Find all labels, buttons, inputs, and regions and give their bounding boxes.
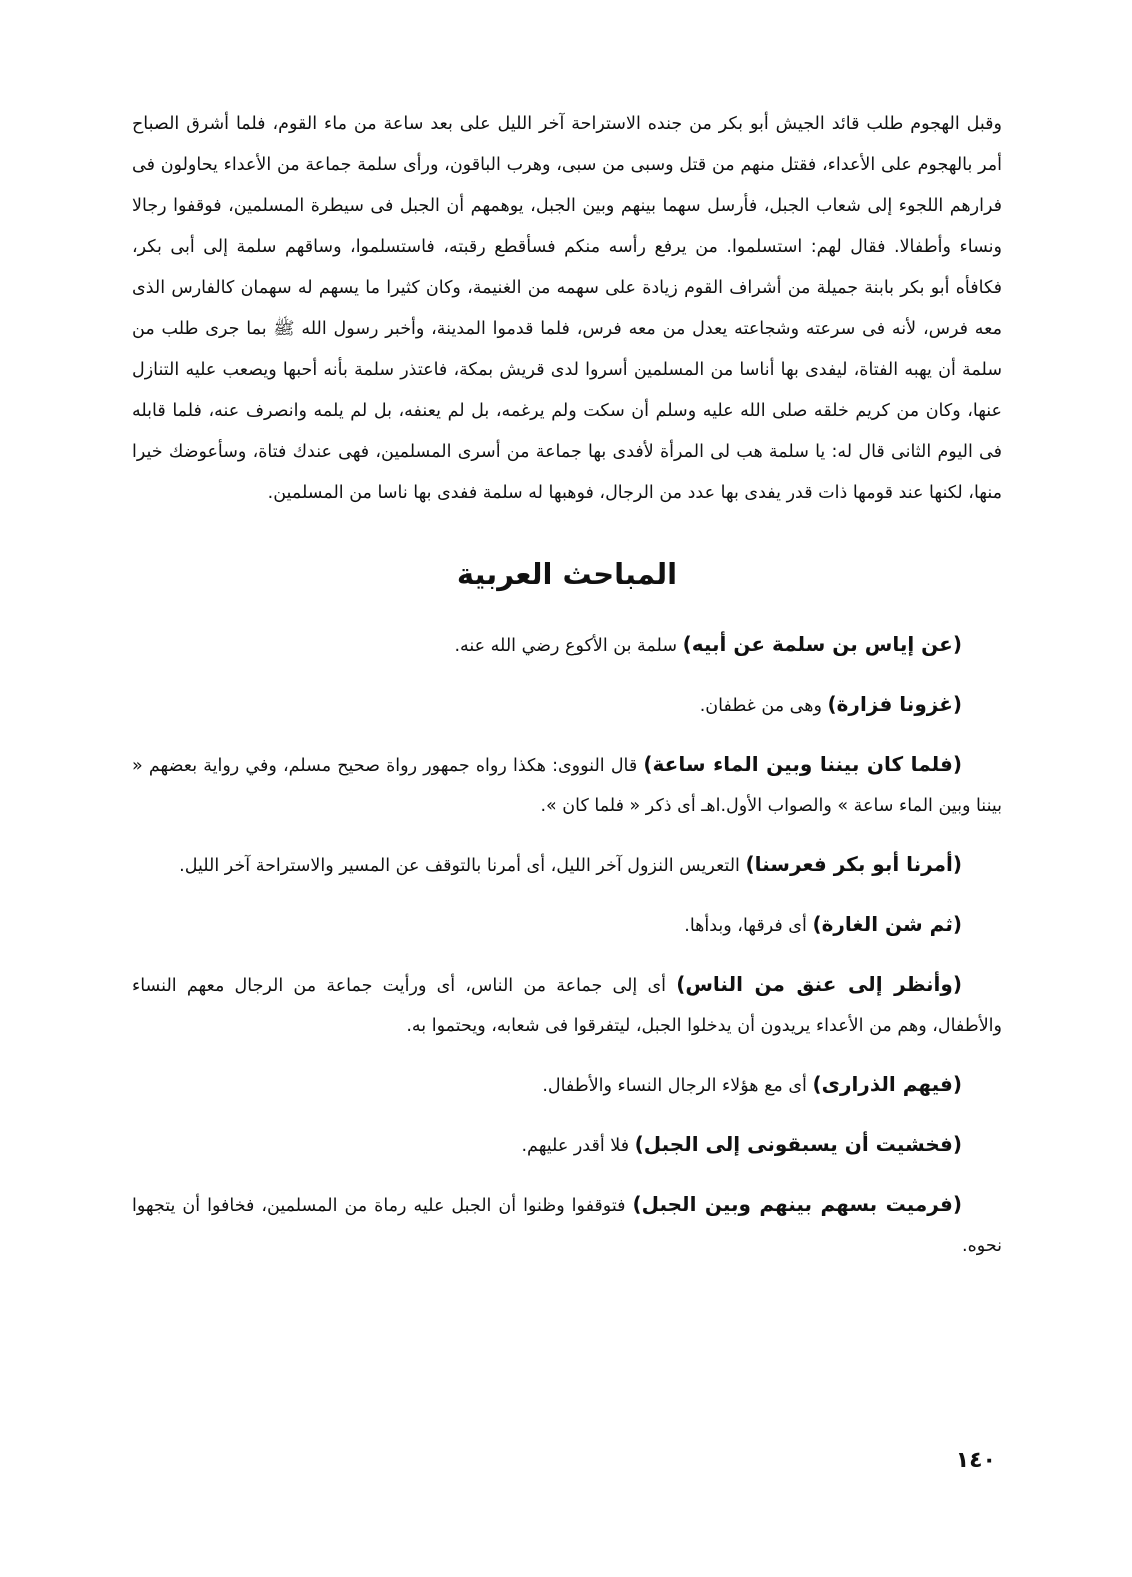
entry-term: (ثم شن الغارة) (812, 912, 962, 936)
entry-text: أى فرقها، وبدأها. (684, 916, 813, 936)
entry-4 (132, 844, 1002, 886)
entry-term: (عن إياس بن سلمة عن أبيه) (682, 632, 962, 656)
entry-7 (132, 1064, 1002, 1106)
entry-6 (132, 964, 1002, 1046)
entry-term: (فلما كان بيننا وبين الماء ساعة) (643, 752, 962, 776)
entry-5 (132, 904, 1002, 946)
entry-text: قال النووى: هكذا رواه جمهور رواة صحيح مسلم، وفي رواية بعضهم « بيننا وبين الماء ساعة » والصواب الأول.اهـ أى ذكر « فلما كان ». (132, 756, 1002, 816)
entry-2 (132, 684, 1002, 726)
entry-text: أى مع هؤلاء الرجال النساء والأطفال. (542, 1076, 813, 1096)
entry-3 (132, 744, 1002, 826)
entry-9 (132, 1184, 1002, 1266)
entry-text: وهى من غطفان. (699, 696, 828, 716)
entry-term: (فرميت بسهم بينهم وبين الجبل) (632, 1192, 962, 1216)
entry-term: (فخشيت أن يسبقونى إلى الجبل) (634, 1132, 962, 1156)
entry-text: التعريس النزول آخر الليل، أى أمرنا بالتوقف عن المسير والاستراحة آخر الليل. (179, 856, 746, 876)
page-number: ١٤٠ (955, 1448, 996, 1473)
entry-term: (أمرنا أبو بكر فعرسنا) (745, 852, 962, 876)
entry-text: سلمة بن الأكوع رضي الله عنه. (454, 636, 683, 656)
entry-term: (غزونا فزارة) (827, 692, 962, 716)
entry-text: فتوقفوا وظنوا أن الجبل عليه رماة من المسلمين، فخافوا أن يتجهوا نحوه. (132, 1196, 1002, 1256)
entry-8 (132, 1124, 1002, 1166)
document-page (132, 104, 1002, 1284)
entry-text: أى إلى جماعة من الناس، أى ورأيت جماعة من الرجال معهم النساء والأطفال، وهم من الأعداء يريدون أن يدخلوا الجبل، ليتفرقوا فى شعابه، ويحتموا به. (132, 976, 1002, 1036)
entry-term: (فيهم الذرارى) (812, 1072, 962, 1096)
body-paragraph: وقبل الهجوم طلب قائد الجيش أبو بكر من جنده الاستراحة آخر الليل على بعد ساعة من ماء القوم، فلما أشرق الصباح أمر بالهجوم على الأعداء، فقتل منهم من قتل وسبى من سبى، وهرب الباقون، ورأى سلمة جماعة من الأعداء يحاولون فى فرارهم اللجوء إلى شعاب الجبل، فأرسل سهما بينهم وبين الجبل، يوهمهم أن الجبل فى سيطرة المسلمين، فوقفوا رجالا ونساء وأطفالا. فقال لهم: استسلموا. من يرفع رأسه منكم فسأقطع رقبته، فاستسلموا، وساقهم سلمة إلى أبى بكر، فكافأه أبو بكر بابنة جميلة من أشراف القوم زيادة على سهمه من الغنيمة، وكان كثيرا ما يسهم له سهمان كالفارس الذى معه فرس، لأنه فى سرعته وشجاعته يعدل من معه فرس، فلما قدموا المدينة، وأخبر رسول الله ﷺ بما جرى طلب من سلمة أن يهبه الفتاة، ليفدى بها أناسا من المسلمين أسروا لدى قريش بمكة، فاعتذر سلمة بأنه أحبها ويصعب عليه التنازل عنها، وكان من كريم خلقه صلى الله عليه وسلم أن سكت ولم يرغمه، بل لم يعنفه، بل لم يلمه وانصرف عنه، فلما قابله فى اليوم الثانى قال له: يا سلمة هب لى المرأة لأفدى بها جماعة من أسرى المسلمين، فهى عندك فتاة، وسأعوضك خيرا منها، لكنها عند قومها ذات قدر يفدى بها عدد من الرجال، فوهبها له سلمة ففدى بها ناسا من المسلمين. (132, 114, 1002, 503)
section-heading: المباحث العربية (456, 557, 678, 591)
entry-term: (وأنظر إلى عنق من الناس) (676, 972, 962, 996)
entry-1 (132, 624, 1002, 666)
entry-text: فلا أقدر عليهم. (521, 1136, 635, 1156)
